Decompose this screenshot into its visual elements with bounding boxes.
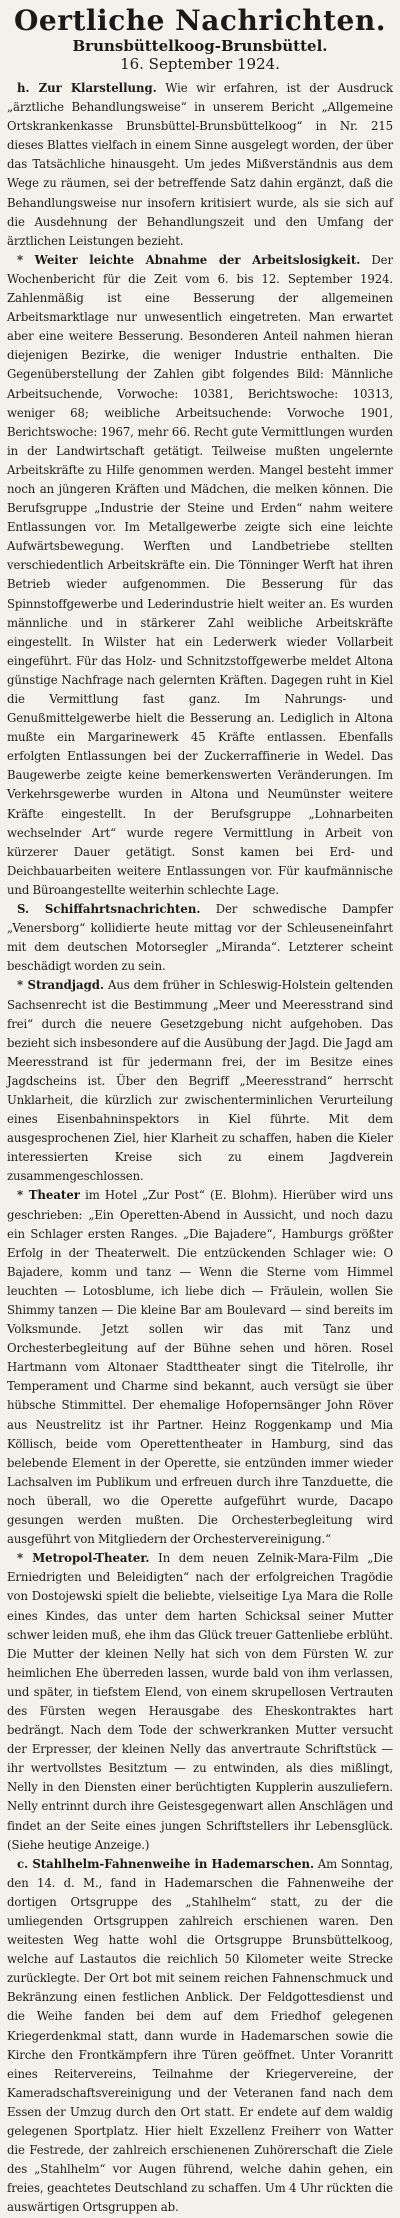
article-strandjagd (7, 976, 393, 1186)
article-heading: S. Schiffahrtsnachrichten. (17, 902, 201, 917)
article-body: Der Wochenbericht für die Zeit vom 6. bis 12. September 1924. Zahlenmäßig ist eine Besserung der allgemeinen Arbeitsmarktlage nur unwesentlich eingetreten. Man erwartet aber eine weitere Besserung. Besonderen Anteil nahmen hieran diejenigen Bezirke, die weniger Industrie enthalten. Die Gegenüberstellung der Zahlen gibt folgendes Bild: Männliche Arbeitsuchende, Vorwoche: 10381, Berichtswoche: 10313, weniger 68; weibliche Arbeitsuchende: Vorwoche 1901, Berichtswoche: 1967, mehr 66. Recht gute Vermittlungen wurden in der Landwirtschaft getätigt. Teilweise mußten ungelernte Arbeitskräfte zu Hilfe genommen werden. Mangel besteht immer noch an jüngeren Kräften und Mädchen, die melken können. Die Berufsgruppe „Industrie der Steine und Erden“ nahm weitere Entlassungen vor. Im Metallgewerbe zeigte sich eine leichte Aufwärtsbewegung. Werften und Landbetriebe stellten verschiedentlich Arbeitskräfte ein. Die Tönninger Werft hat ihren Betrieb wieder aufgenommen. Die Besserung für das Spinnstoffgewerbe und Lederindustrie hielt weiter an. Es wurden männliche und in stärkerer Zahl weibliche Arbeitskräfte eingestellt. In Wilster hat ein Lederwerk wieder Vollarbeit eingeführt. Für das Holz- und Schnitzstoffgewerbe meldet Altona günstige Nachfrage nach gelernten Kräften. Dagegen ruht in Kiel die Vermittlung fast ganz. Im Nahrungs- und Genußmittelgewerbe hielt die Besserung an. Lediglich in Altona mußte ein Margarinewerk 45 Kräfte entlassen. Ebenfalls erfolgten Entlassungen bei der Zuckerraffinerie in Wedel. Das Baugewerbe zeigte keine bemerkenswerten Veränderungen. Im Verkehrsgewerbe wurden in Altona und Neumünster weitere Kräfte eingestellt. In der Berufsgruppe „Lohnarbeiten wechselnder Art“ wurde regere Vermittlung in Arbeit von kürzerer Dauer getätigt. Sonst kamen bei Erd- und Deichbauarbeiten weitere Entlassungen vor. Für kaufmännische und Büroangestellte weiterhin schlechte Lage. (7, 252, 393, 897)
article-theater (7, 1186, 393, 1549)
section-header (7, 4, 393, 74)
article-body: Der schwedische Dampfer „Venersborg“ kollidierte heute mittag vor der Schleuseneinfahrt mit dem deutschen Motorsegler „Miranda“. Letzterer scheint beschädigt worden zu sein. (7, 902, 393, 974)
article-heading: c. Stahlhelm-Fahnenweihe in Hademarschen. (17, 1856, 315, 1871)
article-metropol-theater (7, 1549, 393, 1855)
article-schiffahrt (7, 900, 393, 976)
locality-subtitle: Brunsbüttelkoog-Brunsbüttel. (72, 37, 328, 55)
article-heading: h. Zur Klarstellung. (17, 81, 157, 95)
article-body: Am Sonntag, den 14. d. M., fand in Hademarschen die Fahnenweihe der dortigen Ortsgruppe des „Stahlhelm“ statt, zu der die umliegenden Ortsgruppen zahlreich erschienen waren. Den weitesten Weg hatte wohl die Ortsgruppe Brunsbüttelkoog, welche auf Lastautos die reichlich 50 Kilometer weite Strecke zurücklegte. Der Ort bot mit seinem reichen Fahnenschmuck und Bekränzung einen festlichen Anblick. Der Feldgottesdienst und die Weihe fanden bei dem auf dem Friedhof gelegenen Kriegerdenkmal statt, dann wurde in Hademarschen sowie die Kirche den Frontkämpfern ihre Türen geöffnet. Unter Voranritt eines Reitervereins, Teilnahme der Kriegervereine, der Kameradschaftsvereinigung und der Veteranen fand nach dem Essen der Umzug durch den Ort statt. Er endete auf dem waldig gelegenen Sportplatz. Hier hielt Exzellenz Freiherr von Watter die Festrede, der zahlreich erschienenen Zuhörerschaft die Ziele des „Stahlhelm“ vor Augen führend, welche dahin gehen, ein freies, geachtetes Deutschland zu schaffen. Um 4 Uhr rückten die auswärtigen Ortsgruppen ab. (7, 1856, 393, 2215)
article-stahlhelm-fahnenweihe (7, 1855, 393, 2218)
article-heading: * Weiter leichte Abnahme der Arbeitslosigkeit. (17, 252, 361, 267)
article-arbeitslosigkeit (7, 251, 393, 900)
article-heading: * Theater (17, 1188, 80, 1203)
article-heading: * Strandjagd. (17, 978, 105, 993)
article-body: Wie wir erfahren, ist der Ausdruck „ärztliche Behandlungsweise“ in unserem Bericht „Allgemeine Ortskrankenkasse Brunsbüttel-Brunsbüttelkoog“ in Nr. 215 dieses Blattes vielfach in einem Sinne ausgelegt worden, der über das Tatsächliche hinausgeht. Um jedes Mißverständnis aus dem Wege zu räumen, sei der betreffende Satz dahin ergänzt, daß die Behandlungsweise nur insofern kritisiert wurde, als sie sich auf die Ausdehnung der Behandlungszeit und den Umfang der ärztlichen Leistungen bezieht. (7, 81, 393, 248)
article-body: Aus dem früher in Schleswig-Holstein geltenden Sachsenrecht ist die Bestimmung „Meer und Meeresstrand sind frei“ durch die neuere Gesetzgebung nicht aufgehoben. Das bezieht sich insbesondere auf die Ausübung der Jagd. Die Jagd am Meeresstrand ist für jedermann frei, der im Besitze eines Jagdscheins ist. Über den Begriff „Meeresstrand“ herrscht Unklarheit, die kürzlich zur zwischenterminlichen Verurteilung eines Eisenbahninspektors in Kiel führte. Mit dem ausgesprochenen Ziel, hier Klarheit zu schaffen, haben die Kieler interessierten Kreise sich zu einem Jagdverein zusammengeschlossen. (7, 978, 393, 1184)
article-body: In dem neuen Zelnik-Mara-Film „Die Erniedrigten und Beleidigten“ nach der erfolgreichen Tragödie von Dostojewski spielt die beliebte, vielseitige Lya Mara die Rolle eines Kindes, das unter dem harten Schicksal seiner Mutter schwer leiden muß, ehe ihm das Glück treuer Gattenliebe erblüht. Die Mutter der kleinen Nelly hat sich von dem Fürsten W. zur heimlichen Ehe überreden lassen, wurde bald von ihm verlassen, und später, in tiefstem Elend, von einem skrupellosen Vertrauten des Fürsten wegen Herausgabe des Eheskontraktes hart bedrängt. Nach dem Tode der schwerkranken Mutter versucht der Erpresser, der kleinen Nelly das anvertraute Schriftstück — ihr wertvollstes Besitztum — zu entwinden, als dies mißlingt, Nelly in den Diensten einer berüchtigten Kupplerin auszuliefern. Nelly entrinnt durch ihre Geistesgegenwart allen Anschlägen und findet an der Seite eines jungen Schriftstellers ihr Lebensglück. (Siehe heutige Anzeige.) (7, 1551, 393, 1852)
article-heading: * Metropol-Theater. (17, 1551, 150, 1566)
article-body: im Hotel „Zur Post“ (E. Blohm). Hierüber wird uns geschrieben: „Ein Operetten-Abend in Aussicht, und noch dazu ein Schlager ersten Ranges. „Die Bajadere“, Hamburgs größter Erfolg in der Theaterwelt. Die entzückenden Schlager wie: O Bajadere, komm und tanz — Wenn die Sterne vom Himmel leuchten — Lotosblume, ich liebe dich — Fräulein, wollen Sie Shimmy tanzen — Die kleine Bar am Boulevard — sind bereits im Volksmunde. Jetzt sollen wir das mit Tanz und Orchesterbegleitung auf der Bühne sehen und hören. Rosel Hartmann vom Altonaer Stadttheater singt die Titelrolle, ihr Temperament und Charme sind bekannt, auch versügt sie über hübsche Stimmittel. Der ehemalige Hofopernsänger John Röver aus Neustrelitz ist ihr Partner. Heinz Roggenkamp und Mia Köllisch, beide vom Operettentheater in Hamburg, sind das belebende Element in der Operette, sie entzünden immer wieder Lachsalven im Publikum und erfreuen durch ihre Tanzduette, die noch überall, wo die Operette aufgeführt wurde, Dacapo gesungen werden mußten. Die Orchesterbegleitung wird ausgeführt von Mitgliedern der Orchestervereinigung.“ (7, 1188, 393, 1547)
issue-date: 16. September 1924. (120, 55, 280, 73)
article-klarstellung (7, 79, 393, 251)
section-title: Oertliche Nachrichten. (14, 4, 386, 37)
